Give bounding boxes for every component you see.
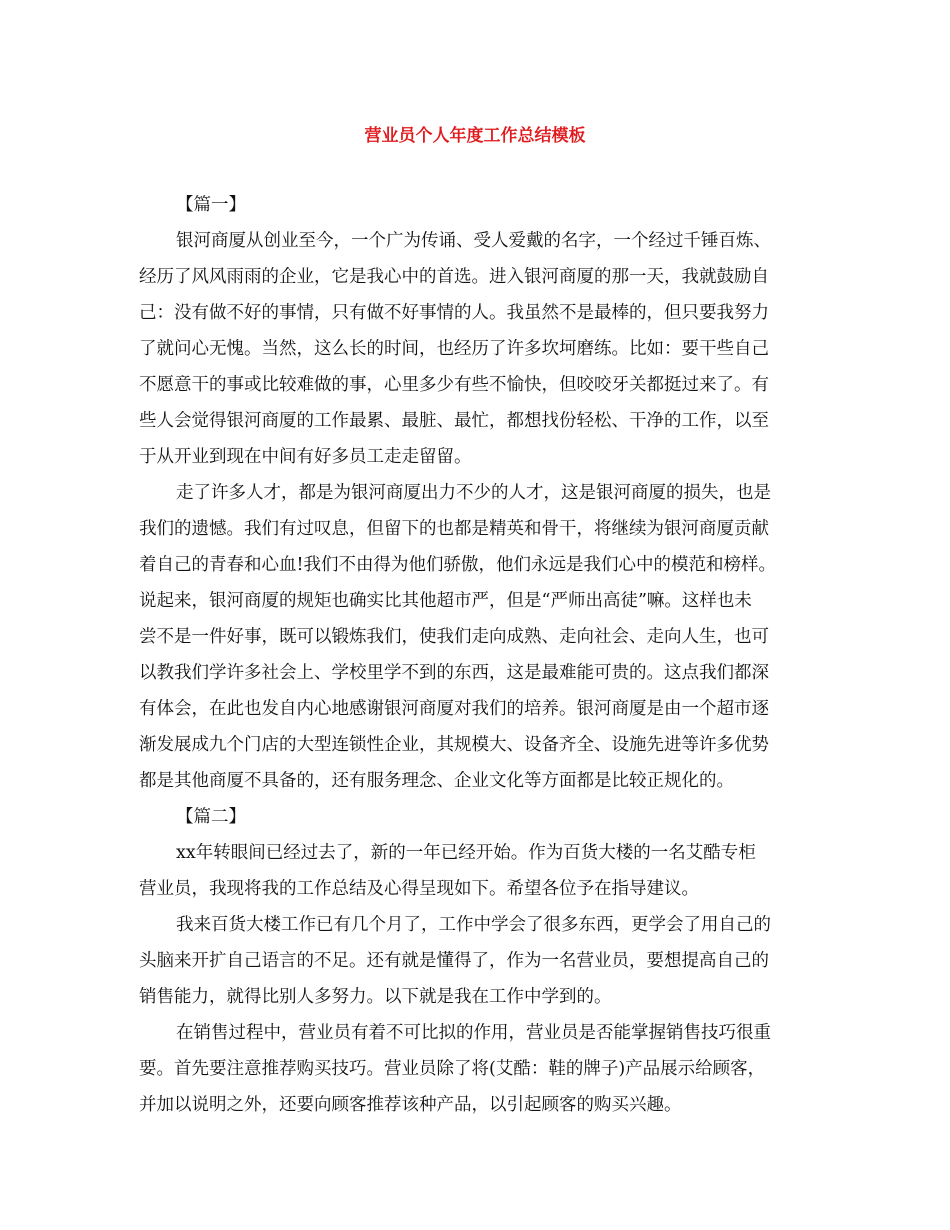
paragraph-line: 己：没有做不好的事情，只有做不好事情的人。我虽然不是最棒的，但只要我努力 (139, 303, 769, 323)
paragraph-line: 经历了风风雨雨的企业，它是我心中的首选。进入银河商厦的那一天，我就鼓励自 (139, 267, 769, 287)
paragraph-line: 走了许多人才，都是为银河商厦出力不少的人才，这是银河商厦的损失，也是 (176, 483, 771, 503)
paragraph-line: 银河商厦从创业至今，一个广为传诵、受人爱戴的名字，一个经过千锤百炼、 (176, 231, 771, 251)
paragraph-line: 并加以说明之外，还要向顾客推荐该种产品，以引起顾客的购买兴趣。 (139, 1095, 682, 1115)
paragraph-line: 都是其他商厦不具备的，还有服务理念、企业文化等方面都是比较正规化的。 (139, 771, 734, 791)
paragraph-line: 以教我们学许多社会上、学校里学不到的东西，这是最难能可贵的。这点我们都深 (139, 663, 769, 683)
paragraph-line: 不愿意干的事或比较难做的事，心里多少有些不愉快，但咬咬牙关都挺过来了。有 (139, 375, 769, 395)
paragraph-line: 要。首先要注意推荐购买技巧。营业员除了将(艾酷：鞋的牌子)产品展示给顾客， (139, 1059, 766, 1079)
paragraph-line: 了就问心无愧。当然，这么长的时间，也经历了许多坎坷磨练。比如：要干些自己 (139, 339, 769, 359)
paragraph-line: 营业员，我现将我的工作总结及心得呈现如下。希望各位予在指导建议。 (139, 879, 699, 899)
paragraph-line: 我来百货大楼工作已有几个月了，工作中学会了很多东西，更学会了用自己的 (176, 915, 771, 935)
paragraph-line: 销售能力，就得比别人多努力。以下就是我在工作中学到的。 (139, 987, 612, 1007)
paragraph-line: 些人会觉得银河商厦的工作最累、最脏、最忙，都想找份轻松、干净的工作，以至 (139, 411, 769, 431)
paragraph-line: 渐发展成九个门店的大型连锁性企业，其规模大、设备齐全、设施先进等许多优势 (139, 735, 769, 755)
paragraph-line: 着自己的青春和心血!我们不由得为他们骄傲，他们永远是我们心中的模范和榜样。 (139, 555, 777, 575)
section-heading-2: 【篇二】 (176, 807, 246, 827)
paragraph-line: 说起来，银河商厦的规矩也确实比其他超市严，但是“严师出高徒”嘛。这样也未 (139, 591, 752, 611)
paragraph-line: 头脑来开扩自己语言的不足。还有就是懂得了，作为一名营业员，要想提高自己的 (139, 951, 769, 971)
section-heading-1: 【篇一】 (176, 195, 246, 215)
paragraph-line: 我们的遗憾。我们有过叹息，但留下的也都是精英和骨干，将继续为银河商厦贡献 (139, 519, 769, 539)
paragraph-line: 在销售过程中，营业员有着不可比拟的作用，营业员是否能掌握销售技巧很重 (176, 1023, 771, 1043)
paragraph-line: 于从开业到现在中间有好多员工走走留留。 (139, 447, 472, 467)
paragraph-line: 有体会，在此也发自内心地感谢银河商厦对我们的培养。银河商厦是由一个超市逐 (139, 699, 769, 719)
paragraph-line: 尝不是一件好事，既可以锻炼我们，使我们走向成熟、走向社会、走向人生，也可 (139, 627, 769, 647)
document-title: 营业员个人年度工作总结模板 (364, 126, 586, 146)
paragraph-line: xx年转眼间已经过去了，新的一年已经开始。作为百货大楼的一名艾酷专柜 (176, 843, 756, 863)
